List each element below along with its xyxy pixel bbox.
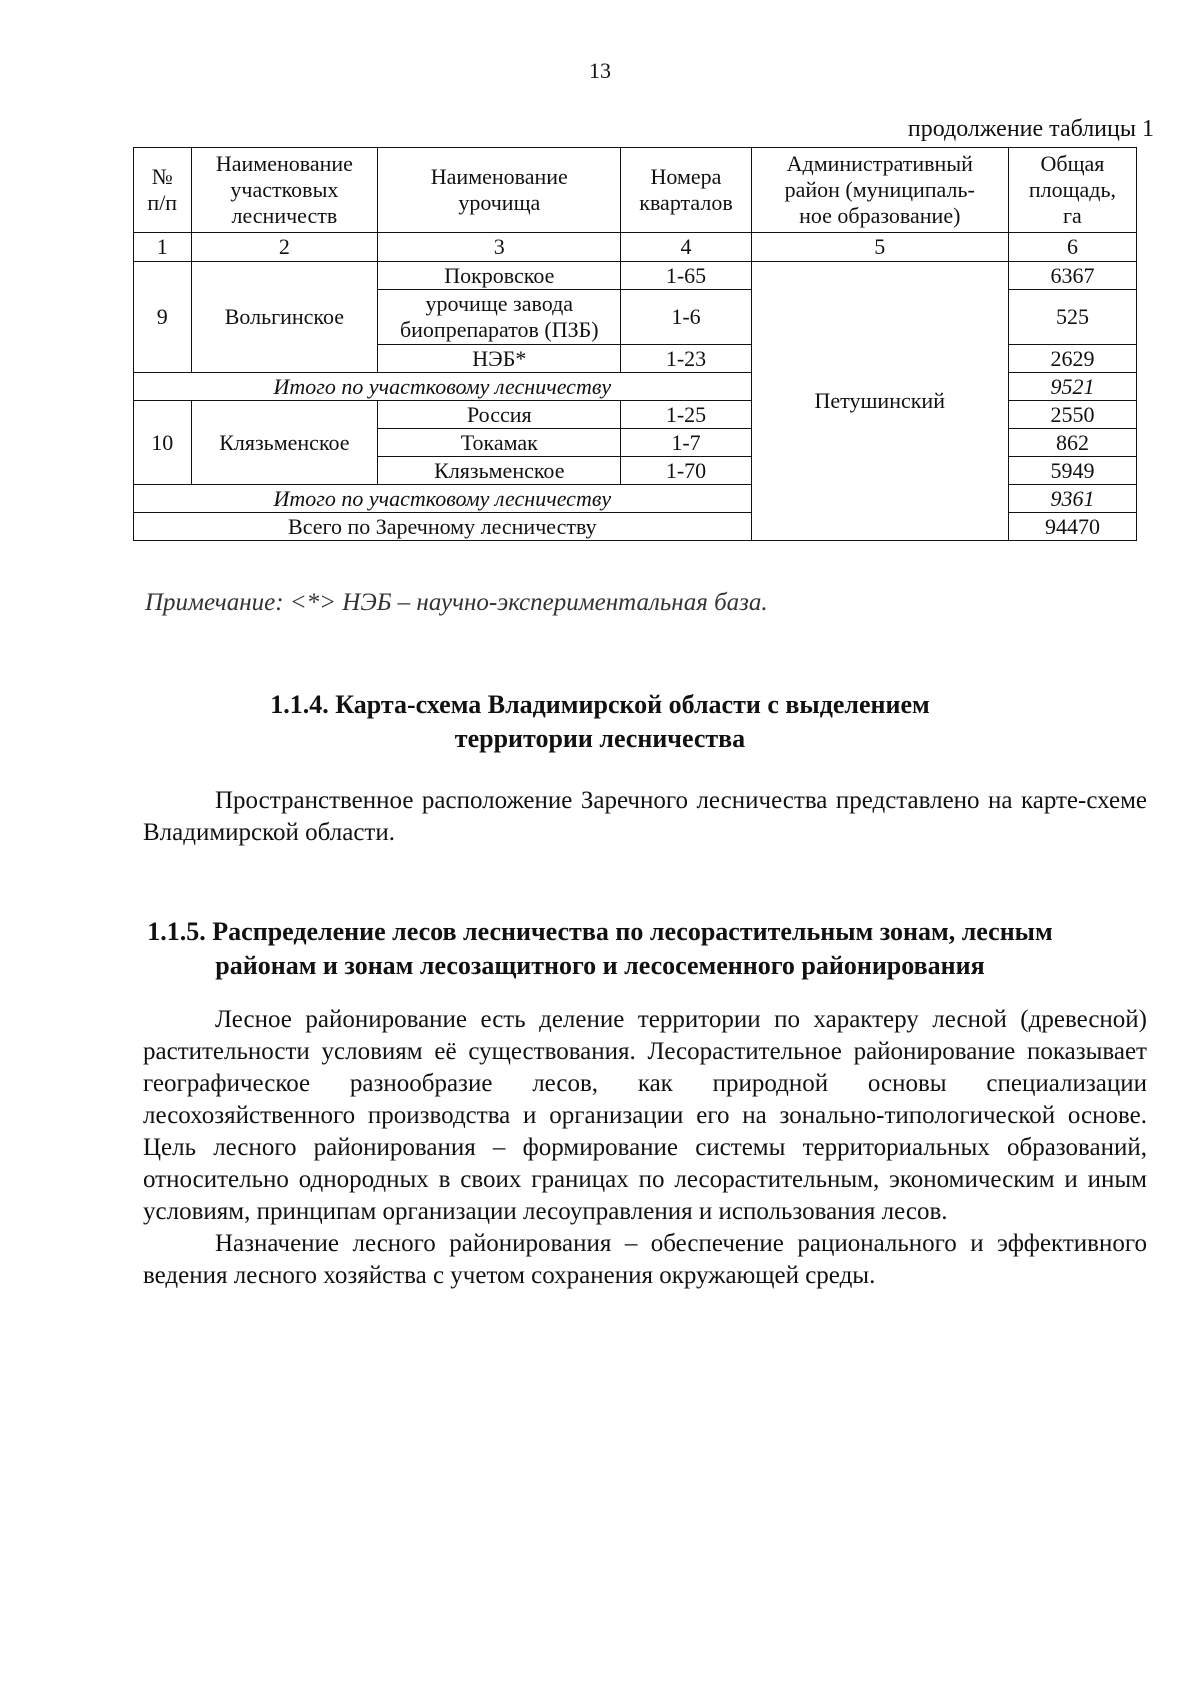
paragraph: Лесное районирование есть деление территории по характеру лесной (древесной) растительности условиям её существования. Лесорастительное районирование показывает географическое разнообразие лесов, как природной основы специализации лесохозяйственного производства и организации его на зонально-типологической основе. Цель лесного районирования – формирование системы территориальных образований, относительно однородных в своих границах по лесорастительным, экономическим и иным условиям, принципам организации лесоуправления и использования лесов.: [143, 1006, 1147, 1225]
total-area: 94470: [1008, 513, 1136, 541]
tract-name: урочище завода биопрепаратов (ПЗБ): [378, 290, 621, 345]
table-row: [134, 262, 1137, 290]
quarters: 1-65: [621, 262, 751, 290]
area: 2629: [1008, 345, 1136, 373]
tract-name: Клязьменское: [378, 457, 621, 485]
subtotal-label: Итого по участковому лесничеству: [134, 373, 752, 401]
area: 5949: [1008, 457, 1136, 485]
tract-name: Россия: [378, 401, 621, 429]
table-continuation-caption: продолжение таблицы 1: [907, 116, 1154, 142]
column-number: 3: [378, 233, 621, 262]
table-header-row: [134, 148, 1137, 233]
quarters: 1-7: [621, 429, 751, 457]
table-note: Примечание: <*> НЭБ – научно-экспериментальная база.: [145, 589, 768, 616]
forestry-name: Вольгинское: [191, 262, 378, 373]
header-district: Административный район (муниципаль- ное образование): [751, 148, 1008, 233]
quarters: 1-70: [621, 457, 751, 485]
tract-name: Покровское: [378, 262, 621, 290]
section-114-text: Пространственное расположение Заречного лесничества представлено на карте-схеме Владимирской области.: [143, 787, 1147, 846]
column-number-row: [134, 233, 1137, 262]
header-number: № п/п: [134, 148, 192, 233]
header-forestry-name: Наименование участковых лесничеств: [191, 148, 378, 233]
column-number: 4: [621, 233, 751, 262]
column-number: 6: [1008, 233, 1136, 262]
tract-name: НЭБ*: [378, 345, 621, 373]
forestry-table: [133, 147, 1137, 541]
area: 2550: [1008, 401, 1136, 429]
quarters: 1-25: [621, 401, 751, 429]
header-tract-name: Наименование урочища: [378, 148, 621, 233]
tract-name: Токамак: [378, 429, 621, 457]
section-114-title: 1.1.4. Карта-схема Владимирской области с выделением территории лесничества: [270, 690, 930, 753]
forestry-number: 9: [134, 262, 192, 373]
paragraph: Назначение лесного районирования – обеспечение рационального и эффективного ведения лесного хозяйства с учетом сохранения окружающей среды.: [143, 1230, 1147, 1289]
subtotal-label: Итого по участковому лесничеству: [134, 485, 752, 513]
page-number: 13: [589, 58, 611, 83]
section-115-text: [143, 1004, 1147, 1292]
quarters: 1-23: [621, 345, 751, 373]
district-name: Петушинский: [751, 262, 1008, 541]
area: 6367: [1008, 262, 1136, 290]
subtotal-area: 9521: [1008, 373, 1136, 401]
section-115-title: 1.1.5. Распределение лесов лесничества по лесорастительным зонам, лесным районам и зонам лесозащитного и лесосеменного районирования: [147, 917, 1053, 980]
column-number: 2: [191, 233, 378, 262]
area: 862: [1008, 429, 1136, 457]
forestry-name: Клязьменское: [191, 401, 378, 485]
column-number: 1: [134, 233, 192, 262]
forestry-number: 10: [134, 401, 192, 485]
subtotal-area: 9361: [1008, 485, 1136, 513]
column-number: 5: [751, 233, 1008, 262]
header-area: Общая площадь, га: [1008, 148, 1136, 233]
total-label: Всего по Заречному лесничеству: [134, 513, 752, 541]
quarters: 1-6: [621, 290, 751, 345]
header-quarters: Номера кварталов: [621, 148, 751, 233]
area: 525: [1008, 290, 1136, 345]
